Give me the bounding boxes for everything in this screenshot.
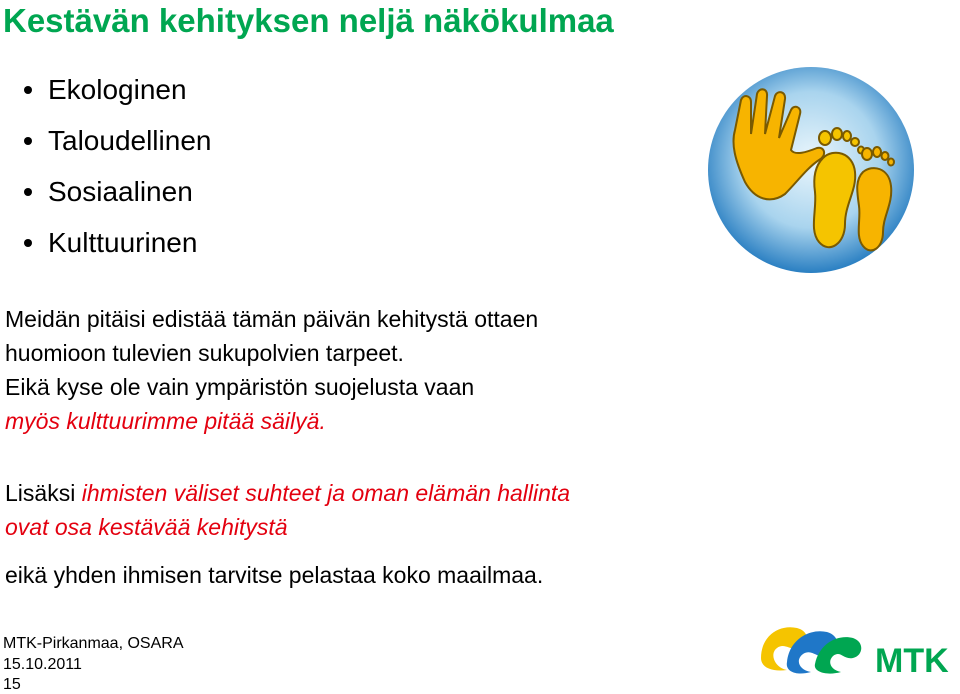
paragraph-line: Meidän pitäisi edistää tämän päivän kehitystä ottaen	[5, 306, 539, 332]
paragraph-line	[5, 476, 570, 510]
paragraph-conclusion: eikä yhden ihmisen tarvitse pelastaa koko maailmaa.	[5, 562, 544, 588]
list-item: Kulttuurinen	[22, 217, 211, 268]
page-title: Kestävän kehityksen neljä näkökulmaa	[3, 2, 614, 39]
paragraph-line-emphasis: ovat osa kestävää kehitystä	[5, 514, 288, 540]
paragraph-line: Eikä kyse ole vain ympäristön suojelusta vaan	[5, 374, 475, 400]
hand-and-footprints-icon	[705, 64, 917, 276]
paragraph-emphasis: ihmisten väliset suhteet ja oman elämän hallinta	[81, 480, 571, 506]
logo-text: MTK	[875, 642, 949, 678]
list-item: Taloudellinen	[22, 115, 211, 166]
list-item: Ekologinen	[22, 64, 211, 115]
paragraph-prefix: Lisäksi	[5, 480, 82, 506]
paragraph-line: huomioon tulevien sukupolvien tarpeet.	[5, 340, 404, 366]
footer-page-number: 15	[3, 676, 21, 693]
perspective-list	[22, 64, 211, 268]
paragraph-line-emphasis: myös kulttuurimme pitää säilyä.	[5, 408, 326, 434]
footer-date: 15.10.2011	[3, 656, 82, 673]
paragraph-relationships	[5, 476, 570, 544]
mtk-logo-icon	[757, 618, 957, 678]
footer-organization: MTK-Pirkanmaa, OSARA	[3, 635, 184, 652]
list-item: Sosiaalinen	[22, 166, 211, 217]
paragraph-sustainability	[5, 302, 538, 438]
